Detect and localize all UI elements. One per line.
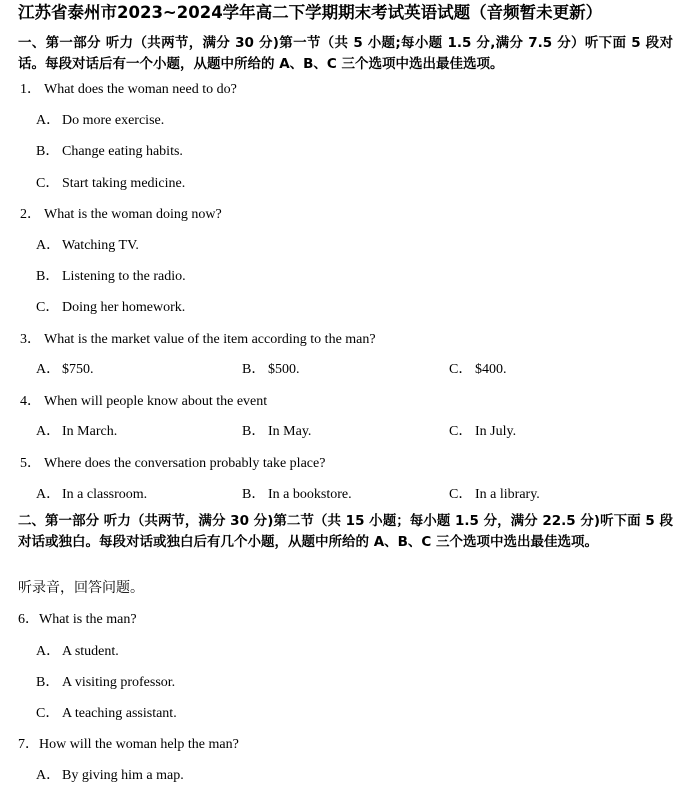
question-text: Where does the conversation probably take place? — [44, 456, 326, 471]
option-label: A． — [36, 424, 61, 439]
question-number: 3． — [20, 332, 41, 347]
option-label: B． — [242, 424, 266, 439]
option-2b — [36, 268, 186, 286]
page-title: 江苏省泰州市2023~2024学年高二下学期期末考试英语试题（音频暂未更新） — [18, 3, 603, 22]
question-number: 4． — [20, 394, 41, 409]
question-text: How will the woman help the man? — [39, 737, 239, 752]
question-text: What is the man? — [39, 612, 137, 627]
question-number: 7． — [18, 737, 39, 752]
question-text: When will people know about the event — [44, 394, 268, 409]
option-text: By giving him a map. — [62, 768, 184, 783]
option-6a — [36, 643, 119, 661]
question-number: 5． — [20, 456, 41, 471]
option-label: A． — [36, 487, 61, 502]
option-text: Start taking medicine. — [62, 176, 186, 191]
question-2 — [20, 206, 222, 224]
option-label: A． — [36, 768, 61, 783]
option-text: In a classroom. — [62, 487, 148, 502]
option-text: $500. — [268, 362, 300, 377]
question-text: What does the woman need to do? — [44, 82, 237, 97]
option-text: In a library. — [475, 487, 540, 502]
option-6b — [36, 674, 175, 692]
section-2-instruction: 听录音，回答问题。 — [18, 580, 144, 596]
option-text: A teaching assistant. — [62, 706, 177, 721]
option-text: Doing her homework. — [62, 300, 186, 315]
option-text: Do more exercise. — [62, 113, 165, 128]
question-4 — [20, 393, 267, 411]
option-3a — [36, 361, 94, 379]
option-text: In a bookstore. — [268, 487, 352, 502]
option-label: C． — [449, 362, 473, 377]
option-2c — [36, 299, 185, 317]
option-label: B． — [36, 144, 60, 159]
option-text: A student. — [62, 644, 119, 659]
option-text: Change eating habits. — [62, 144, 183, 159]
option-text: $750. — [62, 362, 94, 377]
option-label: C． — [36, 300, 60, 315]
option-text: In March. — [62, 424, 118, 439]
option-label: A． — [36, 362, 61, 377]
option-label: A． — [36, 113, 61, 128]
option-text: In May. — [268, 424, 312, 439]
option-label: A． — [36, 644, 61, 659]
option-text: A visiting professor. — [62, 675, 176, 690]
option-label: B． — [242, 362, 266, 377]
option-label: C． — [36, 706, 60, 721]
question-text: What is the woman doing now? — [44, 207, 222, 222]
option-label: C． — [449, 487, 473, 502]
option-4c — [449, 423, 516, 441]
option-text: In July. — [475, 424, 517, 439]
option-text: Watching TV. — [62, 238, 139, 253]
option-label: B． — [36, 675, 60, 690]
option-7a — [36, 767, 184, 785]
option-label: C． — [36, 176, 60, 191]
section-2-heading: 二、第一部分 听力（共两节，满分 30 分)第二节（共 15 小题；每小题 1.5 分，满分 22.5 分)听下面 5 段对话或独白。每段对话或独白后有几个小题，从题中所给的 A、B、C 三个选项中选出最佳选项。 — [18, 513, 673, 550]
option-1b — [36, 143, 183, 161]
option-4a — [36, 423, 117, 441]
option-3c — [449, 361, 507, 379]
option-5c — [449, 486, 540, 504]
option-3b — [242, 361, 300, 379]
option-1a — [36, 112, 164, 130]
option-text: Listening to the radio. — [62, 269, 186, 284]
option-text: $400. — [475, 362, 507, 377]
option-label: A． — [36, 238, 61, 253]
question-1 — [20, 81, 237, 99]
option-label: B． — [242, 487, 266, 502]
question-7 — [18, 736, 239, 754]
question-3 — [20, 331, 376, 349]
question-number: 1． — [20, 82, 41, 97]
question-6 — [18, 611, 137, 629]
option-2a — [36, 237, 139, 255]
option-label: C． — [449, 424, 473, 439]
question-number: 2． — [20, 207, 41, 222]
section-1-heading: 一、第一部分 听力（共两节，满分 30 分)第一节（共 5 小题;每小题 1.5 分,满分 7.5 分）听下面 5 段对话。每段对话后有一个小题，从题中所给的 A、B、C 三个选项中选出最佳选项。 — [18, 35, 673, 72]
option-6c — [36, 705, 177, 723]
question-number: 6． — [18, 612, 39, 627]
option-5b — [242, 486, 352, 504]
option-5a — [36, 486, 147, 504]
question-5 — [20, 455, 325, 473]
option-4b — [242, 423, 311, 441]
option-1c — [36, 175, 185, 193]
question-text: What is the market value of the item according to the man? — [44, 332, 376, 347]
option-label: B． — [36, 269, 60, 284]
